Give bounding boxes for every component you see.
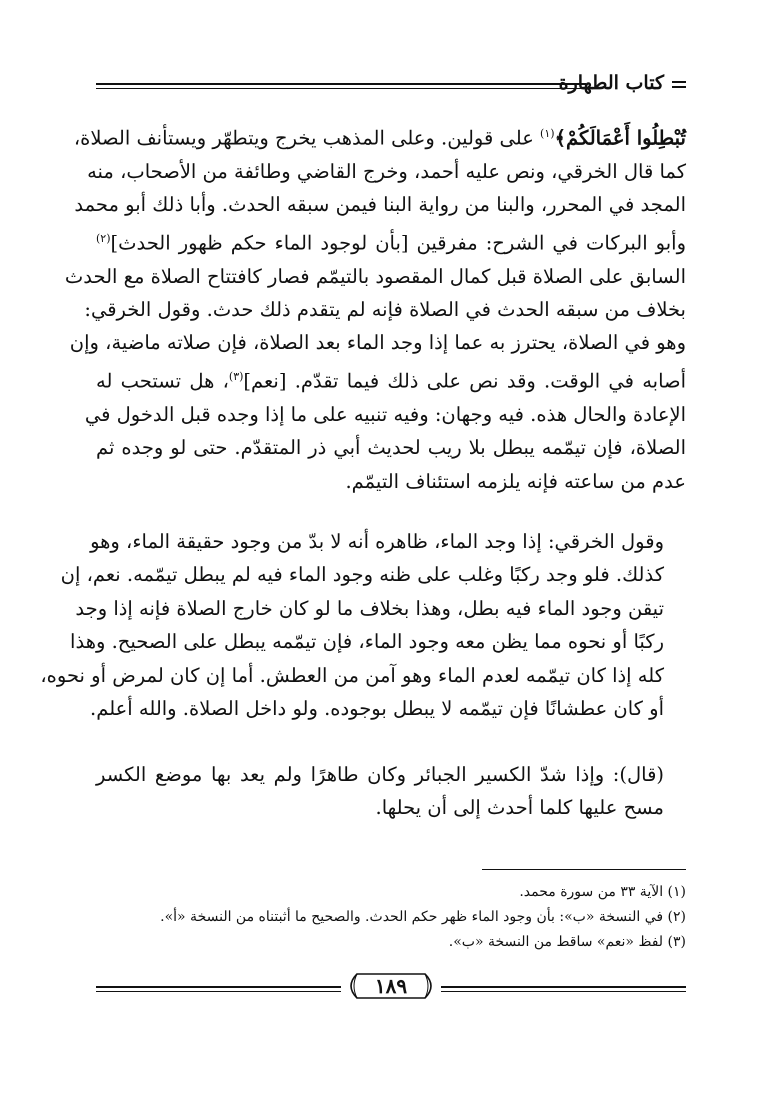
text-line: الإعادة والحال هذه. فيه وجهان: وفيه تنبيه على ما إذا وجده قبل الدخول في	[84, 402, 686, 426]
text-line: عدم من ساعته فإنه يلزمه استئناف التيمّم.	[345, 469, 686, 493]
text-line: أو كان عطشانًا فإن تيمّمه لا يبطل بوجوده. ولو داخل الصلاة. والله أعلم.	[90, 697, 664, 721]
text-line: كذلك. فلو وجد ركبًا وغلب على ظنه وجود الماء فيه لم يبطل تيمّمه. نعم، إن	[60, 563, 664, 587]
text-line: كما قال الخرقي، ونص عليه أحمد، وخرج القاضي وطائفة من الأصحاب، منه	[87, 159, 686, 183]
text-line: كله إذا كان تيمّمه لعدم الماء وهو آمن من العطش. أما إن كان لمرض أو نحوه،	[40, 663, 664, 687]
page-footer	[96, 970, 686, 1004]
text-line: تيقن وجود الماء فيه بطل، وهذا بخلاف ما لو كان خارج الصلاة فإنه إذا وجد	[75, 596, 664, 620]
footnote-2: (٢) في النسخة «ب»: بأن وجود الماء ظهر حكم الحدث. والصحيح ما أثبتناه من النسخة «أ».	[160, 909, 686, 925]
footnotes	[96, 880, 686, 955]
line-text: وأبو البركات في الشرح: مفرقين [بأن لوجود الماء حكم ظهور الحدث]	[110, 231, 686, 255]
footnote-separator	[482, 869, 686, 870]
text-line	[96, 222, 686, 260]
text-line: وقول الخرقي: إذا وجد الماء، ظاهره أنه لا بدّ من وجود حقيقة الماء، وهو	[90, 530, 664, 553]
header-title: كتاب الطهارة	[558, 72, 664, 94]
footnote-3: (٣) لفظ «نعم» ساقط من النسخة «ب».	[448, 934, 686, 950]
line-text: أصابه في الوقت. وقد نص على ذلك فيما تقدّم. [نعم]	[243, 369, 686, 393]
footnote-marker: (١)	[540, 127, 555, 140]
line-text: ، هل تستحب له	[96, 369, 229, 393]
paragraph-1	[64, 117, 686, 498]
header-ornament	[672, 81, 686, 88]
text-line: وهو في الصلاة، يحترز به عما إذا وجد الماء بعد الصلاة، فإن صلاته ماضية، وإن	[69, 331, 686, 355]
text-line	[96, 360, 686, 398]
text-line: ركبًا أو نحوه مما يظن معه وجود الماء، فإن تيمّمه يبطل على الصحيح. وهذا	[70, 630, 664, 654]
page-number-frame	[341, 970, 441, 1002]
text-line: السابق على الصلاة قبل كمال المقصود بالتيمّم فصار كافتتاح الصلاة مع الحدث	[64, 264, 686, 288]
page-number: ١٨٩	[374, 974, 408, 998]
footnote-1: (١) الآية ٣٣ من سورة محمد.	[519, 884, 686, 900]
header-rule	[96, 83, 586, 89]
quran-quote: تُبْطِلُوا أَعْمَالَكُمْ﴾	[554, 126, 686, 150]
running-header	[96, 74, 686, 98]
footnote-marker: (٣)	[228, 369, 244, 383]
text-line: بخلاف من سبقه الحدث في الصلاة فإنه لم يتقدم ذلك حدث. وقول الخرقي:	[84, 298, 686, 322]
text-line: الصلاة، فإن تيمّمه يبطل بلا ريب لحديث أبي ذر المتقدّم. حتى لو وجده ثم	[96, 436, 686, 460]
paragraph-2	[40, 525, 686, 725]
paragraph-3	[96, 758, 686, 825]
text-line	[73, 117, 686, 155]
footnote-marker: (٢)	[96, 231, 111, 245]
line-text: على قولين. وعلى المذهب يخرج ويتطهّر ويستأنف الصلاة،	[73, 126, 541, 150]
text-line: مسح عليها كلما أحدث إلى أن يحلها.	[375, 796, 664, 820]
text-line: (قال): وإذا شدّ الكسير الجبائر وكان طاهرًا ولم يعد بها موضع الكسر	[96, 763, 664, 786]
text-line: المجد في المحرر، والبنا من رواية البنا فيمن سبقه الحدث. وأبا ذلك أبو محمد	[74, 193, 686, 217]
